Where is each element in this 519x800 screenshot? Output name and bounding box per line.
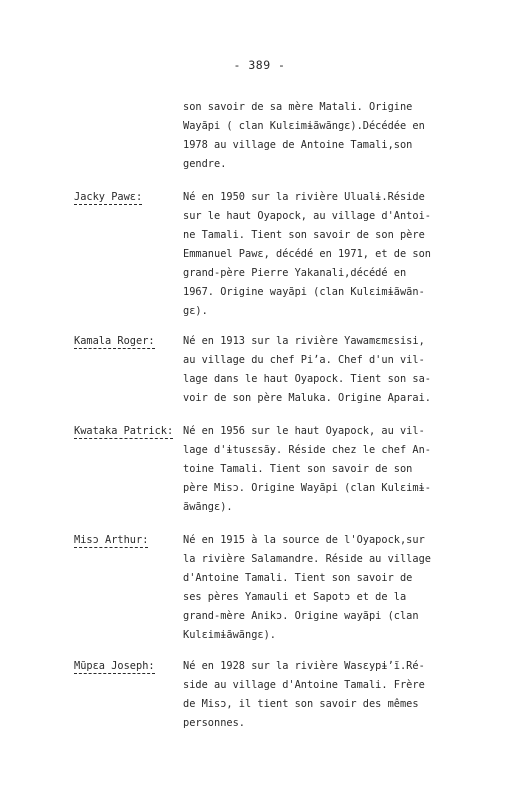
text-line: Né en 1915 à la source de l'Oyapock,sur	[183, 534, 425, 546]
text-line: Wayãpi ( clan Kulɛimɨãwãngɛ).Décédée en	[183, 120, 425, 132]
text-line: Kulɛimɨãwãngɛ).	[183, 629, 276, 641]
text-line: Emmanuel Pawɛ, décédé en 1971, et de son	[183, 248, 431, 260]
text-line: 1978 au village de Antoine Tamali,son	[183, 139, 413, 151]
text-line: la rivière Salamandre. Réside au village	[183, 553, 431, 565]
text-line: Né en 1956 sur le haut Oyapock, au vil-	[183, 425, 425, 437]
text-line: de Misɔ, il tient son savoir des mêmes	[183, 698, 419, 710]
text-line: lage dans le haut Oyapock. Tient son sa-	[183, 373, 431, 385]
text-line: ses pères Yamauli et Sapotɔ et de la	[183, 591, 407, 603]
text-line: Né en 1913 sur la rivière Yawamɛmɛsisi,	[183, 335, 425, 347]
entry-name: Misɔ Arthur:	[74, 534, 149, 546]
text-line: toine Tamali. Tient son savoir de son	[183, 463, 413, 475]
text-line: lage d'ɨtusɛsãy. Réside chez le chef An-	[183, 444, 431, 456]
entry-name: Kamala Roger:	[74, 335, 155, 347]
text-line: ne Tamali. Tient son savoir de son père	[183, 229, 425, 241]
text-line: au village du chef Piʼa. Chef d'un vil-	[183, 354, 425, 366]
entry-name: Jacky Pawɛ:	[74, 191, 143, 203]
text-line: side au village d'Antoine Tamali. Frère	[183, 679, 425, 691]
text-line: son savoir de sa mère Matali. Origine	[183, 101, 413, 113]
entry-name: Kwataka Patrick:	[74, 425, 174, 437]
text-line: grand-père Pierre Yakanali,décédé en	[183, 267, 407, 279]
text-line: grand-mère Anikɔ. Origine wayãpi (clan	[183, 610, 419, 622]
text-line: ãwãngɛ).	[183, 501, 233, 513]
text-line: gendre.	[183, 158, 227, 170]
text-line: personnes.	[183, 717, 245, 729]
text-line: père Misɔ. Origine Wayãpi (clan Kulɛimɨ-	[183, 482, 431, 494]
text-line: voir de son père Maluka. Origine Aparai.	[183, 392, 431, 404]
text-line: 1967. Origine wayãpi (clan Kulɛimɨãwãn-	[183, 286, 425, 298]
page-number: - 389 -	[233, 58, 286, 72]
text-line: Né en 1950 sur la rivière Ulualɨ.Réside	[183, 191, 425, 203]
text-line: Né en 1928 sur la rivière Wasɛypɨʼĩ.Ré-	[183, 660, 425, 672]
entry-name: Mũpɛa Joseph:	[74, 660, 155, 672]
text-line: d'Antoine Tamali. Tient son savoir de	[183, 572, 413, 584]
text-line: sur le haut Oyapock, au village d'Antoi-	[183, 210, 431, 222]
text-line: gɛ).	[183, 305, 208, 317]
